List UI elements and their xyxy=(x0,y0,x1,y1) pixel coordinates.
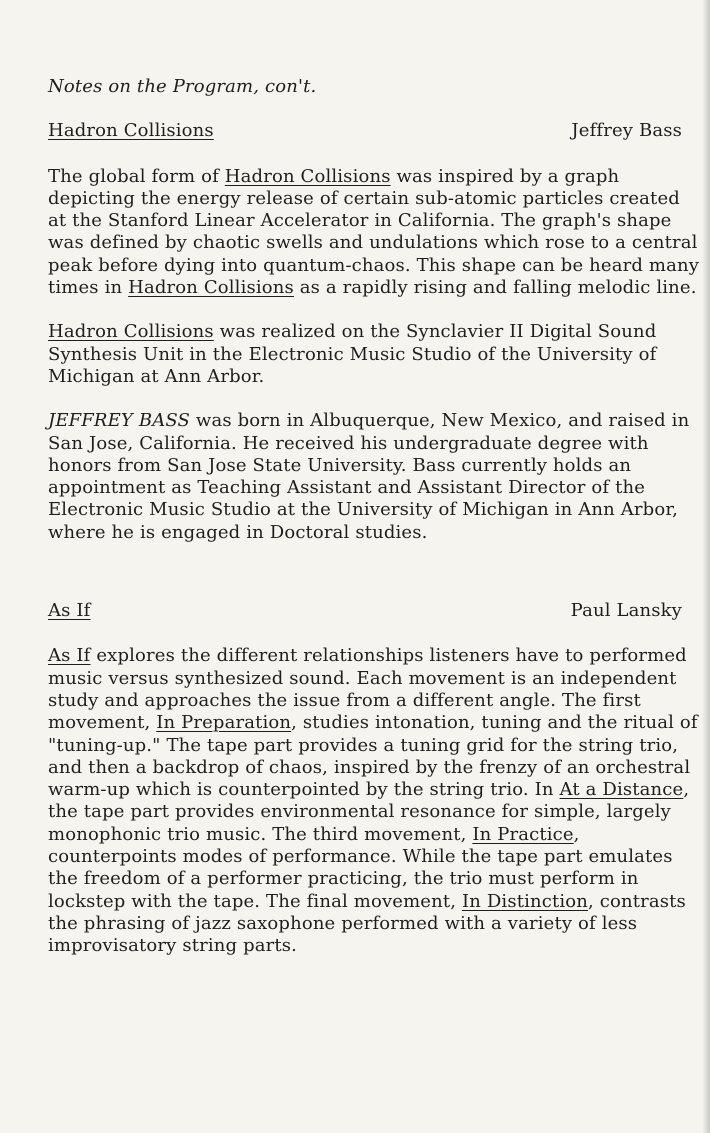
text-run: , studies intonation, tuning and the ritual of "tuning-up." The tape part provides a tuning grid for the string trio, and then a backdrop of chaos, inspired by the frenzy of an orchestral warm-up which is counterpointed by the string trio. In xyxy=(48,712,698,801)
text-run: as a rapidly rising and falling melodic line. xyxy=(293,277,697,299)
inline-title: As If xyxy=(48,645,91,667)
text-run: explores the different relationships listeners have to performed music versus synthesized sound. Each movement is an independent study and approaches the issue from a different angle. The first movement, xyxy=(48,645,687,734)
movement-title: In Practice xyxy=(472,823,574,845)
composer-bio-bass xyxy=(48,410,700,544)
piece-title-as-if: As If xyxy=(48,600,91,622)
page-header: Notes on the Program, con't. xyxy=(48,76,317,97)
composer-name: JEFFREY BASS xyxy=(48,410,191,432)
text-run: , the tape part provides environmental resonance for simple, largely monophonic trio music. The third movement, xyxy=(48,779,690,845)
inline-title: Hadron Collisions xyxy=(224,165,391,187)
movement-title: In Distinction xyxy=(461,890,589,912)
text-run: was inspired by a graph depicting the energy release of certain sub-atomic particles created at the Stanford Linear Accelerator in California. The graph's shape was defined by chaotic swells and undulations which rose to a central peak before dying into quantum-chaos. This shape can be heard many times in xyxy=(48,165,700,299)
section-heading-as-if xyxy=(48,600,700,622)
text-run: was realized on the Synclavier II Digital Sound Synthesis Unit in the Electronic Music Studio of the University of Michigan at Ann Arbor. xyxy=(48,321,657,387)
section-spacer xyxy=(48,566,700,600)
hadron-paragraph-1 xyxy=(48,166,700,300)
program-notes-page xyxy=(48,76,700,980)
section-heading-hadron xyxy=(48,120,700,142)
text-run: The global form of xyxy=(48,165,225,187)
composer-jeffrey-bass: Jeffrey Bass xyxy=(571,120,682,142)
movement-title: In Preparation xyxy=(156,712,292,734)
hadron-paragraph-2 xyxy=(48,321,700,388)
inline-title: Hadron Collisions xyxy=(48,321,214,343)
inline-title: Hadron Collisions xyxy=(128,277,294,299)
text-run: , contrasts the phrasing of jazz saxophone performed with a variety of less improvisatory string parts. xyxy=(48,890,686,957)
page-edge-shadow xyxy=(702,0,710,1133)
piece-title-hadron-collisions: Hadron Collisions xyxy=(48,120,214,142)
composer-paul-lansky: Paul Lansky xyxy=(570,600,682,622)
text-run: , counterpoints modes of performance. While the tape part emulates the freedom of a performer practicing, the trio must perform in lockstep with the tape. The final movement, xyxy=(48,823,673,912)
as-if-paragraph xyxy=(48,645,700,957)
movement-title: At a Distance xyxy=(559,779,684,801)
text-run: was born in Albuquerque, New Mexico, and raised in San Jose, California. He received his undergraduate degree with honors from San Jose State University. Bass currently holds an appointment as Teaching Assistant and Assistant Director of the Electronic Music Studio at the University of Michigan in Ann Arbor, where he is engaged in Doctoral studies. xyxy=(48,410,690,543)
